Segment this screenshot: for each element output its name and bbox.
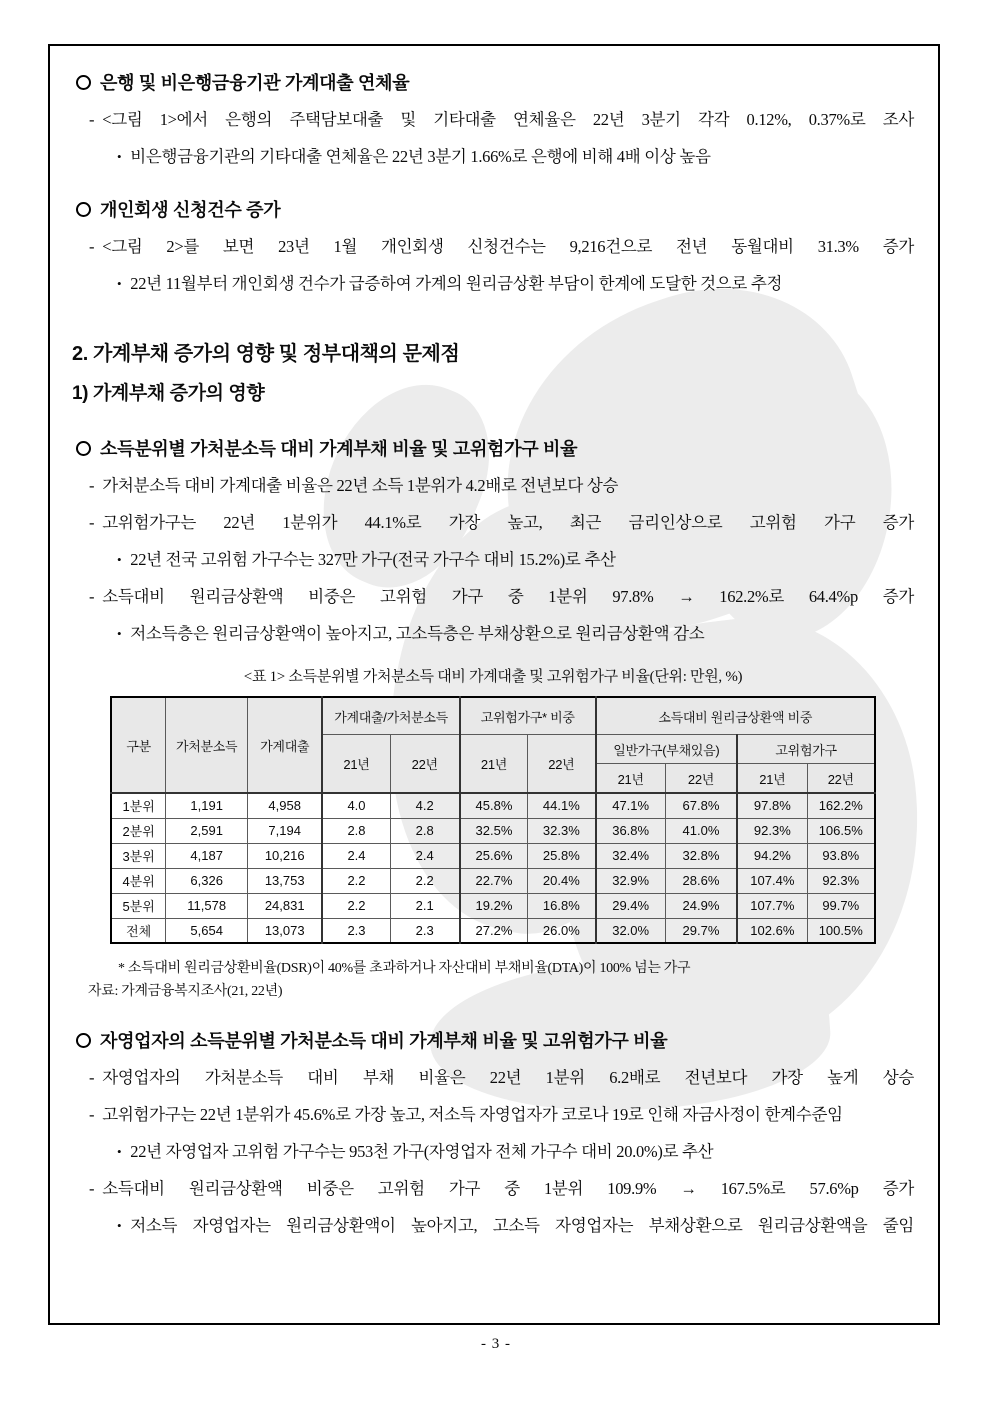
table-cell: 24,831 xyxy=(248,893,323,918)
sub-bullet-line xyxy=(72,622,914,646)
table-header-cell: 22년 xyxy=(665,764,737,794)
table-header-cell: 구분 xyxy=(111,697,166,793)
table-cell: 45.8% xyxy=(460,793,528,818)
table-cell: 25.6% xyxy=(460,843,528,868)
table-row xyxy=(111,843,875,868)
table-cell: 32.3% xyxy=(528,818,596,843)
table-cell: 2분위 xyxy=(111,818,166,843)
dot-marker: • xyxy=(117,149,122,164)
table-cell: 32.8% xyxy=(665,843,737,868)
table-cell: 4.2 xyxy=(390,793,460,818)
circle-bullet-icon xyxy=(76,441,91,456)
table-cell: 93.8% xyxy=(807,843,875,868)
dash-marker: - xyxy=(89,1179,95,1198)
section-title-text: 개인회생 신청건수 증가 xyxy=(100,200,281,220)
table-cell: 32.9% xyxy=(596,868,666,893)
dot-marker: • xyxy=(117,626,122,641)
sub-bullet-line xyxy=(72,272,914,296)
bullet-text: 저소득층은 원리금상환액이 높아지고, 고소득층은 부채상환으로 원리금상환액 감소 xyxy=(130,624,705,643)
table-cell: 20.4% xyxy=(528,868,596,893)
table-footnote: * 소득대비 원리금상환비율(DSR)이 40%를 초과하거나 자산대비 부채비율(DTA)이 100% 넘는 가구 xyxy=(118,961,691,976)
table-cell: 2.4 xyxy=(322,843,390,868)
bullet-text: 소득대비 원리금상환액 비중은 고위험 가구 중 1분위 109.9% → 167.5%로 57.6%p 증가 xyxy=(102,1179,914,1198)
table-header-cell: 가계대출/가처분소득 xyxy=(322,697,459,735)
table-row xyxy=(111,818,875,843)
table-cell: 107.4% xyxy=(737,868,807,893)
table-cell: 25.8% xyxy=(528,843,596,868)
dot-marker: • xyxy=(117,276,122,291)
table-cell: 2.8 xyxy=(322,818,390,843)
circle-bullet-icon xyxy=(76,75,91,90)
table-cell: 2,591 xyxy=(166,818,248,843)
table-header-cell: 고위험가구 xyxy=(737,735,875,764)
table-cell: 1,191 xyxy=(166,793,248,818)
table-cell: 102.6% xyxy=(737,918,807,943)
dot-marker: • xyxy=(117,1218,122,1233)
dash-marker: - xyxy=(89,513,95,532)
table-header-cell: 가처분소득 xyxy=(166,697,248,793)
dash-marker: - xyxy=(89,110,95,129)
table-cell: 4분위 xyxy=(111,868,166,893)
bullet-text: 22년 11월부터 개인회생 건수가 급증하여 가계의 원리금상환 부담이 한계에 도달한 것으로 추정 xyxy=(130,274,783,293)
chapter-heading: 2. 가계부채 증가의 영향 및 정부대책의 문제점 xyxy=(72,343,460,365)
table-cell: 5,654 xyxy=(166,918,248,943)
bullet-line xyxy=(72,1177,914,1201)
table-header-cell: 22년 xyxy=(528,735,596,794)
bullet-text: 고위험가구는 22년 1분위가 44.1%로 가장 높고, 최근 금리인상으로 고위험 가구 증가 xyxy=(102,513,914,532)
section-title-income-quintile xyxy=(76,436,914,462)
section-title-text: 은행 및 비은행금융기관 가계대출 연체율 xyxy=(100,73,410,93)
page-border-frame xyxy=(48,44,940,1325)
table-cell: 26.0% xyxy=(528,918,596,943)
bullet-text: 저소득 자영업자는 원리금상환액이 높아지고, 고소득 자영업자는 부채상환으로 원리금상환액을 줄임 xyxy=(130,1216,914,1235)
table-cell: 24.9% xyxy=(665,893,737,918)
bullet-line xyxy=(72,511,914,535)
bullet-line xyxy=(72,108,914,132)
table-cell: 92.3% xyxy=(737,818,807,843)
bullet-text: 소득대비 원리금상환액 비중은 고위험 가구 중 1분위 97.8% → 162.2%로 64.4%p 증가 xyxy=(102,587,914,606)
bullet-line xyxy=(72,1066,914,1090)
table-cell: 2.8 xyxy=(390,818,460,843)
table-cell: 32.4% xyxy=(596,843,666,868)
section-title-text: 자영업자의 소득분위별 가처분소득 대비 가계부채 비율 및 고위험가구 비율 xyxy=(100,1031,668,1051)
dash-marker: - xyxy=(89,1105,95,1124)
table-header-cell: 21년 xyxy=(322,735,390,794)
page-number: - 3 - xyxy=(481,1336,511,1352)
bullet-line xyxy=(72,235,914,259)
section-title-bank-delinquency xyxy=(76,70,914,96)
table-cell: 2.1 xyxy=(390,893,460,918)
table-cell: 100.5% xyxy=(807,918,875,943)
table-cell: 11,578 xyxy=(166,893,248,918)
table-cell: 106.5% xyxy=(807,818,875,843)
table-source: 자료: 가계금융복지조사(21, 22년) xyxy=(88,984,283,999)
table-cell: 32.5% xyxy=(460,818,528,843)
table-header-cell: 22년 xyxy=(390,735,460,794)
table-cell: 107.7% xyxy=(737,893,807,918)
table-row xyxy=(111,868,875,893)
table-cell: 27.2% xyxy=(460,918,528,943)
table-row xyxy=(111,793,875,818)
table-cell: 5분위 xyxy=(111,893,166,918)
table-cell: 3분위 xyxy=(111,843,166,868)
circle-bullet-icon xyxy=(76,202,91,217)
table-header xyxy=(111,697,875,793)
page-content xyxy=(72,70,914,1238)
table-cell: 92.3% xyxy=(807,868,875,893)
table-cell: 7,194 xyxy=(248,818,323,843)
bullet-text: 22년 전국 고위험 가구수는 327만 가구(전국 가구수 대비 15.2%)로 추산 xyxy=(130,550,616,569)
table-cell: 1분위 xyxy=(111,793,166,818)
dash-marker: - xyxy=(89,587,95,606)
table-cell: 전체 xyxy=(111,918,166,943)
dash-marker: - xyxy=(89,1068,95,1087)
table-row xyxy=(111,918,875,943)
sub-bullet-line xyxy=(72,1214,914,1238)
table-header-cell: 일반가구(부채있음) xyxy=(596,735,738,764)
bullet-text: 22년 자영업자 고위험 가구수는 953천 가구(자영업자 전체 가구수 대비 20.0%)로 추산 xyxy=(130,1142,714,1161)
bullet-text: <그림 1>에서 은행의 주택담보대출 및 기타대출 연체율은 22년 3분기 각각 0.12%, 0.37%로 조사 xyxy=(102,110,914,129)
table-cell: 13,753 xyxy=(248,868,323,893)
bullet-text: 자영업자의 가처분소득 대비 부채 비율은 22년 1분위 6.2배로 전년보다 가장 높게 상승 xyxy=(102,1068,914,1087)
dash-marker: - xyxy=(89,237,95,256)
bullet-text: <그림 2>를 보면 23년 1월 개인회생 신청건수는 9,216건으로 전년 동월대비 31.3% 증가 xyxy=(102,237,914,256)
bullet-line xyxy=(72,474,914,498)
table-header-cell: 고위험가구* 비중 xyxy=(460,697,596,735)
circle-bullet-icon xyxy=(76,1033,91,1048)
table-cell: 2.4 xyxy=(390,843,460,868)
table-header-cell: 22년 xyxy=(807,764,875,794)
sub-bullet-line xyxy=(72,1140,914,1164)
table-cell: 4.0 xyxy=(322,793,390,818)
table-cell: 19.2% xyxy=(460,893,528,918)
table-cell: 4,958 xyxy=(248,793,323,818)
income-debt-table xyxy=(110,696,876,944)
table-cell: 29.7% xyxy=(665,918,737,943)
table-body xyxy=(111,793,875,943)
table-cell: 44.1% xyxy=(528,793,596,818)
bullet-text: 고위험가구는 22년 1분위가 45.6%로 가장 높고, 저소득 자영업자가 코로나 19로 인해 자금사정이 한계수준임 xyxy=(102,1105,843,1124)
table-cell: 32.0% xyxy=(596,918,666,943)
table-cell: 67.8% xyxy=(665,793,737,818)
bullet-line xyxy=(72,1103,914,1127)
table-cell: 41.0% xyxy=(665,818,737,843)
section-title-personal-rehab xyxy=(76,197,914,223)
table-cell: 28.6% xyxy=(665,868,737,893)
table-cell: 2.2 xyxy=(390,868,460,893)
table-header-cell: 소득대비 원리금상환액 비중 xyxy=(596,697,876,735)
table-cell: 97.8% xyxy=(737,793,807,818)
section-title-self-employed xyxy=(76,1028,914,1054)
table-cell: 4,187 xyxy=(166,843,248,868)
table-row xyxy=(111,893,875,918)
bullet-line xyxy=(72,585,914,609)
table-header-cell: 21년 xyxy=(596,764,666,794)
table-header-cell: 가계대출 xyxy=(248,697,323,793)
table-cell: 162.2% xyxy=(807,793,875,818)
table-cell: 47.1% xyxy=(596,793,666,818)
bullet-text: 가처분소득 대비 가계대출 비율은 22년 소득 1분위가 4.2배로 전년보다 상승 xyxy=(102,476,619,495)
dash-marker: - xyxy=(89,476,95,495)
table-cell: 36.8% xyxy=(596,818,666,843)
table-cell: 29.4% xyxy=(596,893,666,918)
table-header-cell: 21년 xyxy=(737,764,807,794)
bullet-text: 비은행금융기관의 기타대출 연체율은 22년 3분기 1.66%로 은행에 비해 4배 이상 높음 xyxy=(130,147,711,166)
table-cell: 2.3 xyxy=(390,918,460,943)
dot-marker: • xyxy=(117,1144,122,1159)
table-cell: 13,073 xyxy=(248,918,323,943)
dot-marker: • xyxy=(117,552,122,567)
table-cell: 6,326 xyxy=(166,868,248,893)
table-cell: 2.2 xyxy=(322,868,390,893)
table-cell: 16.8% xyxy=(528,893,596,918)
table-cell: 2.3 xyxy=(322,918,390,943)
table-header-cell: 21년 xyxy=(460,735,528,794)
section-title-text: 소득분위별 가처분소득 대비 가계부채 비율 및 고위험가구 비율 xyxy=(100,439,578,459)
table-cell: 94.2% xyxy=(737,843,807,868)
sub-bullet-line xyxy=(72,548,914,572)
table-cell: 22.7% xyxy=(460,868,528,893)
sub-chapter-heading: 1) 가계부채 증가의 영향 xyxy=(72,383,265,404)
sub-bullet-line xyxy=(72,145,914,169)
table-cell: 99.7% xyxy=(807,893,875,918)
table-caption: <표 1> 소득분위별 가처분소득 대비 가계대출 및 고위험가구 비율(단위: 만원, %) xyxy=(243,669,743,685)
table-cell: 2.2 xyxy=(322,893,390,918)
table-cell: 10,216 xyxy=(248,843,323,868)
